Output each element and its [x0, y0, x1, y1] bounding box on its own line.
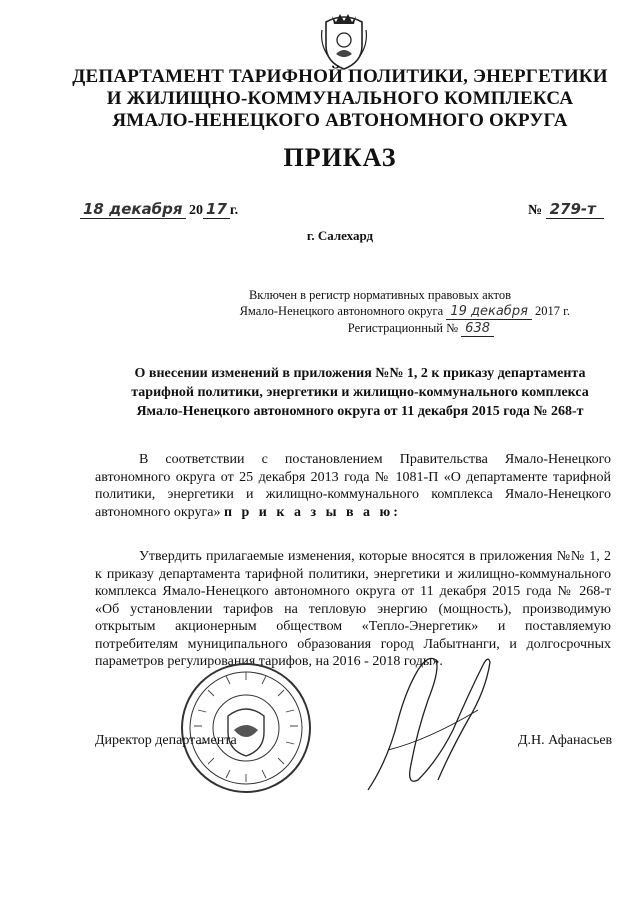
order-number	[528, 200, 604, 219]
registry-number-handwritten: 638	[461, 321, 494, 337]
year-suffix: г.	[229, 203, 239, 218]
subject-line-1: О внесении изменений в приложения №№ 1, 2 к приказу департамента	[134, 366, 586, 381]
registry-number-label: Регистрационный №	[347, 321, 459, 335]
department-header	[40, 66, 640, 132]
preamble-paragraph	[95, 451, 611, 521]
order-keyword: п р и к а з ы в а ю:	[223, 504, 401, 520]
registry-date-handwritten: 19 декабря	[446, 304, 532, 320]
header-line-2: И ЖИЛИЩНО-КОММУНАЛЬНОГО КОМПЛЕКСА	[106, 88, 574, 109]
handwritten-date: 18 декабря	[80, 200, 186, 219]
subject-line-2: тарифной политики, энергетики и жилищно-коммунального комплекса	[131, 385, 589, 400]
round-seal-icon	[178, 660, 314, 796]
registry-line-2	[190, 303, 570, 320]
city-label: г. Салехард	[306, 228, 374, 243]
handwritten-number: 279-т	[546, 200, 604, 219]
document-type-title: ПРИКАЗ	[283, 143, 397, 172]
operative-paragraph	[95, 548, 611, 671]
preamble-text: В соответствии с постановлением Правительства Ямало-Ненецкого автономного округа от 25 декабря 2013 года № 1081-П «О департаменте тарифной политики, энергетики и жилищно-коммунального комплекса Ямало-Ненецкого автономного округа»	[95, 452, 611, 520]
registry-line-1: Включен в регистр нормативных правовых актов	[248, 288, 512, 302]
header-line-1: ДЕПАРТАМЕНТ ТАРИФНОЙ ПОЛИТИКИ, ЭНЕРГЕТИКИ	[72, 66, 608, 87]
registry-stamp	[190, 287, 570, 337]
order-date	[80, 200, 238, 219]
registry-year: 2017 г.	[535, 304, 570, 318]
coat-of-arms-icon	[318, 10, 370, 72]
registry-line-3	[190, 320, 570, 337]
signer-title: Директор департамента	[95, 733, 237, 748]
number-label: №	[528, 203, 543, 218]
handwritten-signature-icon	[358, 640, 498, 800]
order-subject	[100, 364, 620, 421]
subject-line-3: Ямало-Ненецкого автономного округа от 11 декабря 2015 года № 268-т	[136, 404, 584, 419]
year-prefix: 20	[189, 203, 204, 218]
header-line-3: ЯМАЛО-НЕНЕЦКОГО АВТОНОМНОГО ОКРУГА	[112, 110, 568, 131]
registry-region: Ямало-Ненецкого автономного округа	[239, 304, 444, 318]
operative-text: Утвердить прилагаемые изменения, которые вносятся в приложения №№ 1, 2 к приказу департамента тарифной политики, энергетики и жилищно-коммунального комплекса Ямало-Ненецкого автономного округа от 11 декабря 2015 года № 268-т «Об установлении тарифов на тепловую энергию (мощность), производимую открытым акционерным обществом «Тепло-Энергетик» и поставляемую потребителям муниципального образования город Лабытнанги, и долгосрочных параметров регулирования тарифов, на 2016 - 2018 годы».	[95, 549, 611, 669]
handwritten-year: 17	[203, 200, 230, 219]
signer-name: Д.Н. Афанасьев	[518, 733, 613, 748]
